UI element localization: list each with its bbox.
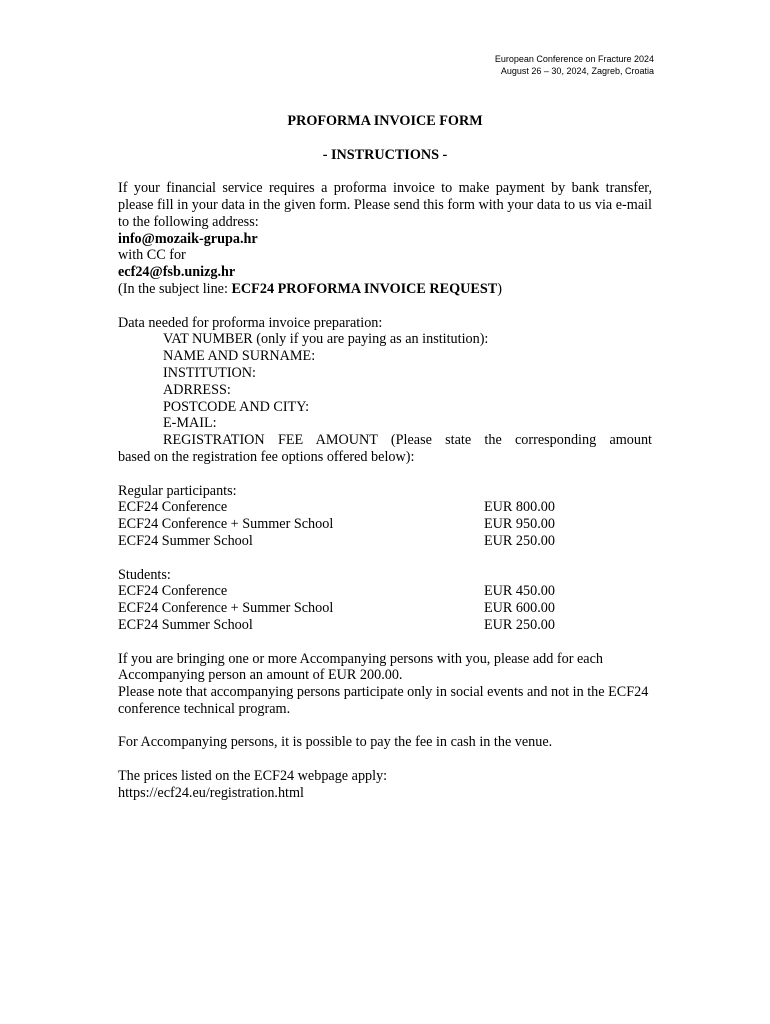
cc-email[interactable]: ecf24@fsb.unizg.hr [118,264,236,281]
accompanying-paragraph-2: Please note that accompanying persons participate only in social events and not in the ECF24 conference technical program. [118,684,649,717]
field-postcode-city: POSTCODE AND CITY: [163,398,310,415]
fee-row [118,600,652,617]
fee-row [118,499,652,516]
fee-row [118,617,652,634]
field-fee-amount: REGISTRATION FEE AMOUNT (Please state the corresponding amount [163,432,652,449]
fee-price: EUR 250.00 [484,532,555,549]
fee-name: ECF24 Summer School [118,532,253,549]
subject-suffix: ) [497,280,502,297]
subject-line [118,281,652,298]
field-name: NAME AND SURNAME: [163,348,316,365]
field-email: E-MAIL: [163,415,217,432]
subject-value: ECF24 PROFORMA INVOICE REQUEST [231,280,498,297]
fee-name: ECF24 Conference + Summer School [118,516,334,533]
fee-row [118,533,652,550]
page-subtitle: - INSTRUCTIONS - [322,146,448,163]
prices-note: The prices listed on the ECF24 webpage apply: [118,768,388,785]
fee-name: ECF24 Summer School [118,616,253,633]
fee-name: ECF24 Conference + Summer School [118,600,334,617]
accompanying-paragraph-3: For Accompanying persons, it is possible to pay the fee in cash in the venue. [118,734,553,751]
contact-email[interactable]: info@mozaik-grupa.hr [118,230,258,247]
conference-dates: August 26 – 30, 2024, Zagreb, Croatia [500,66,654,76]
subject-prefix: (In the subject line: [118,280,232,297]
fee-price: EUR 250.00 [484,616,555,633]
field-fee-amount-cont: based on the registration fee options offered below): [118,448,415,465]
fee-row [118,516,652,533]
document-body [118,113,652,802]
field-institution: INSTITUTION: [163,364,256,381]
students-heading: Students: [118,566,171,583]
regular-heading: Regular participants: [118,482,237,499]
fee-price: EUR 950.00 [484,516,555,533]
fee-name: ECF24 Conference [118,583,228,600]
field-address: ADRRESS: [163,381,231,398]
accompanying-paragraph-1: If you are bringing one or more Accompanying persons with you, please add for each Accompanying person an amount of EUR 200.00. [118,650,603,684]
field-vat: VAT NUMBER (only if you are paying as an institution): [163,331,489,348]
document-header [495,53,654,77]
fee-price: EUR 800.00 [484,499,555,516]
page-title: PROFORMA INVOICE FORM [287,113,483,129]
intro-paragraph: If your financial service requires a proforma invoice to make payment by bank transfer, please fill in your data in the given form. Please send this form with your data to us via e-mail to the following address: [118,180,652,230]
fee-name: ECF24 Conference [118,499,228,516]
data-needed-heading: Data needed for proforma invoice preparation: [118,314,383,331]
conference-name: European Conference on Fracture 2024 [494,54,654,64]
cc-label: with CC for [118,247,186,264]
fee-price: EUR 450.00 [484,583,555,600]
fee-row [118,583,652,600]
registration-link[interactable]: https://ecf24.eu/registration.html [118,784,304,801]
fee-price: EUR 600.00 [484,600,555,617]
